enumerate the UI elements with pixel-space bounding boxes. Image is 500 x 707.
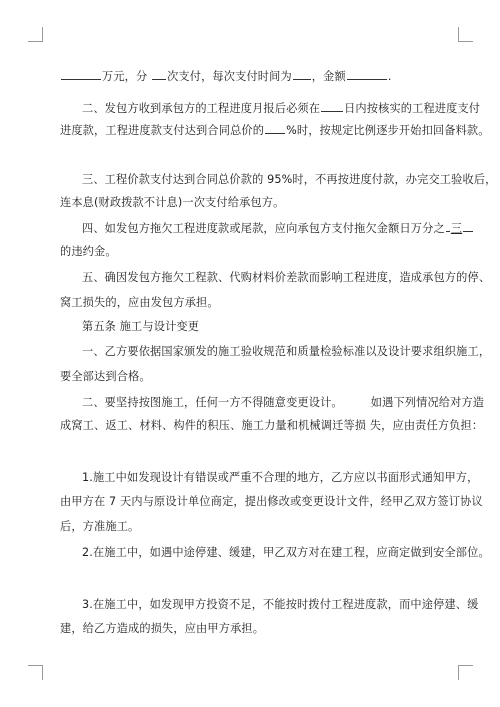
text-line: [60, 369, 151, 385]
text-fragment: 的违约金。: [60, 245, 117, 258]
text-line: [82, 172, 497, 188]
text-fragment: 四、如发包方拖欠工程进度款或尾款，应向承包方支付拖欠金额日万分之: [82, 222, 445, 235]
text-line: [60, 519, 139, 535]
blank-underline: [446, 220, 450, 232]
text-fragment: 二、发包方收到承包方的工程进度月报后必须在: [82, 102, 321, 115]
text-line: [82, 220, 474, 237]
text-fragment: .: [387, 70, 392, 83]
crop-mark-top-left: [28, 27, 43, 42]
text-fragment: 进度款，工程进度款支付达到合同总价的: [60, 124, 265, 137]
text-fragment: 连本息(财政拨款不计息)一次支付给承包方。: [60, 196, 285, 209]
blank-underline: [347, 68, 387, 80]
text-fragment: 建，给乙方造成的损失，应由甲方承担。: [60, 622, 265, 635]
blank-underline: [321, 100, 343, 112]
text-fragment: 窝工损失的，应由发包方承担。: [60, 296, 219, 309]
text-fragment: 要全部达到合格。: [60, 370, 151, 383]
text-line: [82, 545, 490, 561]
text-fragment: 2.在施工中，如遇中途停建、缓建，甲乙双方对在建工程，应商定做到安全部位。: [82, 546, 490, 559]
blank-underline: [265, 122, 285, 134]
text-fragment: %时，按规定比例逐步开始扣回备料款。: [286, 124, 490, 137]
text-line: [60, 122, 490, 139]
text-fragment: 如遇下列情况给对方造: [370, 396, 485, 409]
text-fragment: 次支付，每次支付时间为: [167, 70, 292, 83]
crop-mark-bottom-right: [458, 665, 473, 680]
text-fragment: 万元，分: [102, 70, 148, 83]
text-line: [82, 270, 490, 286]
text-fragment: ，金额: [311, 70, 346, 83]
text-fragment: 成窝工、返工、材料、构件的积压、施工力量和机械调迁等损 失，应由责任方负担：: [60, 419, 484, 432]
text-line: [60, 418, 483, 434]
text-line: [60, 621, 264, 637]
text-line: [60, 195, 284, 211]
blank-underline: [152, 68, 166, 80]
text-fragment: 后，方准施工。: [60, 520, 140, 533]
text-fragment: 第五条 施工与设计变更: [82, 320, 200, 333]
crop-mark-bottom-left: [28, 665, 43, 680]
text-line: [60, 295, 219, 311]
text-line: [60, 68, 392, 85]
text-fragment: 三、工程价款支付达到合同总价款的 95%时，不再按进度付款，办完交工验收后，: [82, 173, 497, 186]
text-fragment: 由甲方在 7 天内与原设计单位商定，提出修改或变更设计文件，经甲乙双方签订协议: [60, 495, 483, 508]
text-line: [82, 344, 490, 360]
text-fragment: 日内按核实的工程进度支付: [344, 102, 481, 115]
blank-underline: [463, 220, 473, 232]
text-line: [82, 395, 484, 411]
crop-mark-top-right: [458, 27, 473, 42]
section-heading: [82, 319, 199, 335]
text-fragment: 二、要坚持按图施工，任何一方不得随意变更设计。: [82, 396, 343, 409]
text-fragment: 一、乙方要依据国家颁发的施工验收规范和质量检验标准以及设计要求组织施工，: [82, 345, 491, 358]
blank-underline: [293, 68, 311, 80]
text-fragment: 3.在施工中，如发现甲方投资不足，不能按时拨付工程进度款，而中途停建、缓: [82, 598, 479, 611]
blank-underline: [61, 68, 101, 80]
text-fragment: 1.施工中如发现设计有错误或严重不合理的地方，乙方应以书面形式通知甲方，: [82, 471, 479, 484]
text-fragment: 三: [450, 222, 463, 235]
text-line: [82, 597, 478, 613]
text-line: [60, 494, 483, 510]
text-fragment: 五、确因发包方拖欠工程款、代购材料价差款而影响工程进度，造成承包方的停、: [82, 271, 491, 284]
text-line: [60, 244, 117, 260]
text-line: [82, 470, 478, 486]
text-line: [82, 100, 480, 117]
